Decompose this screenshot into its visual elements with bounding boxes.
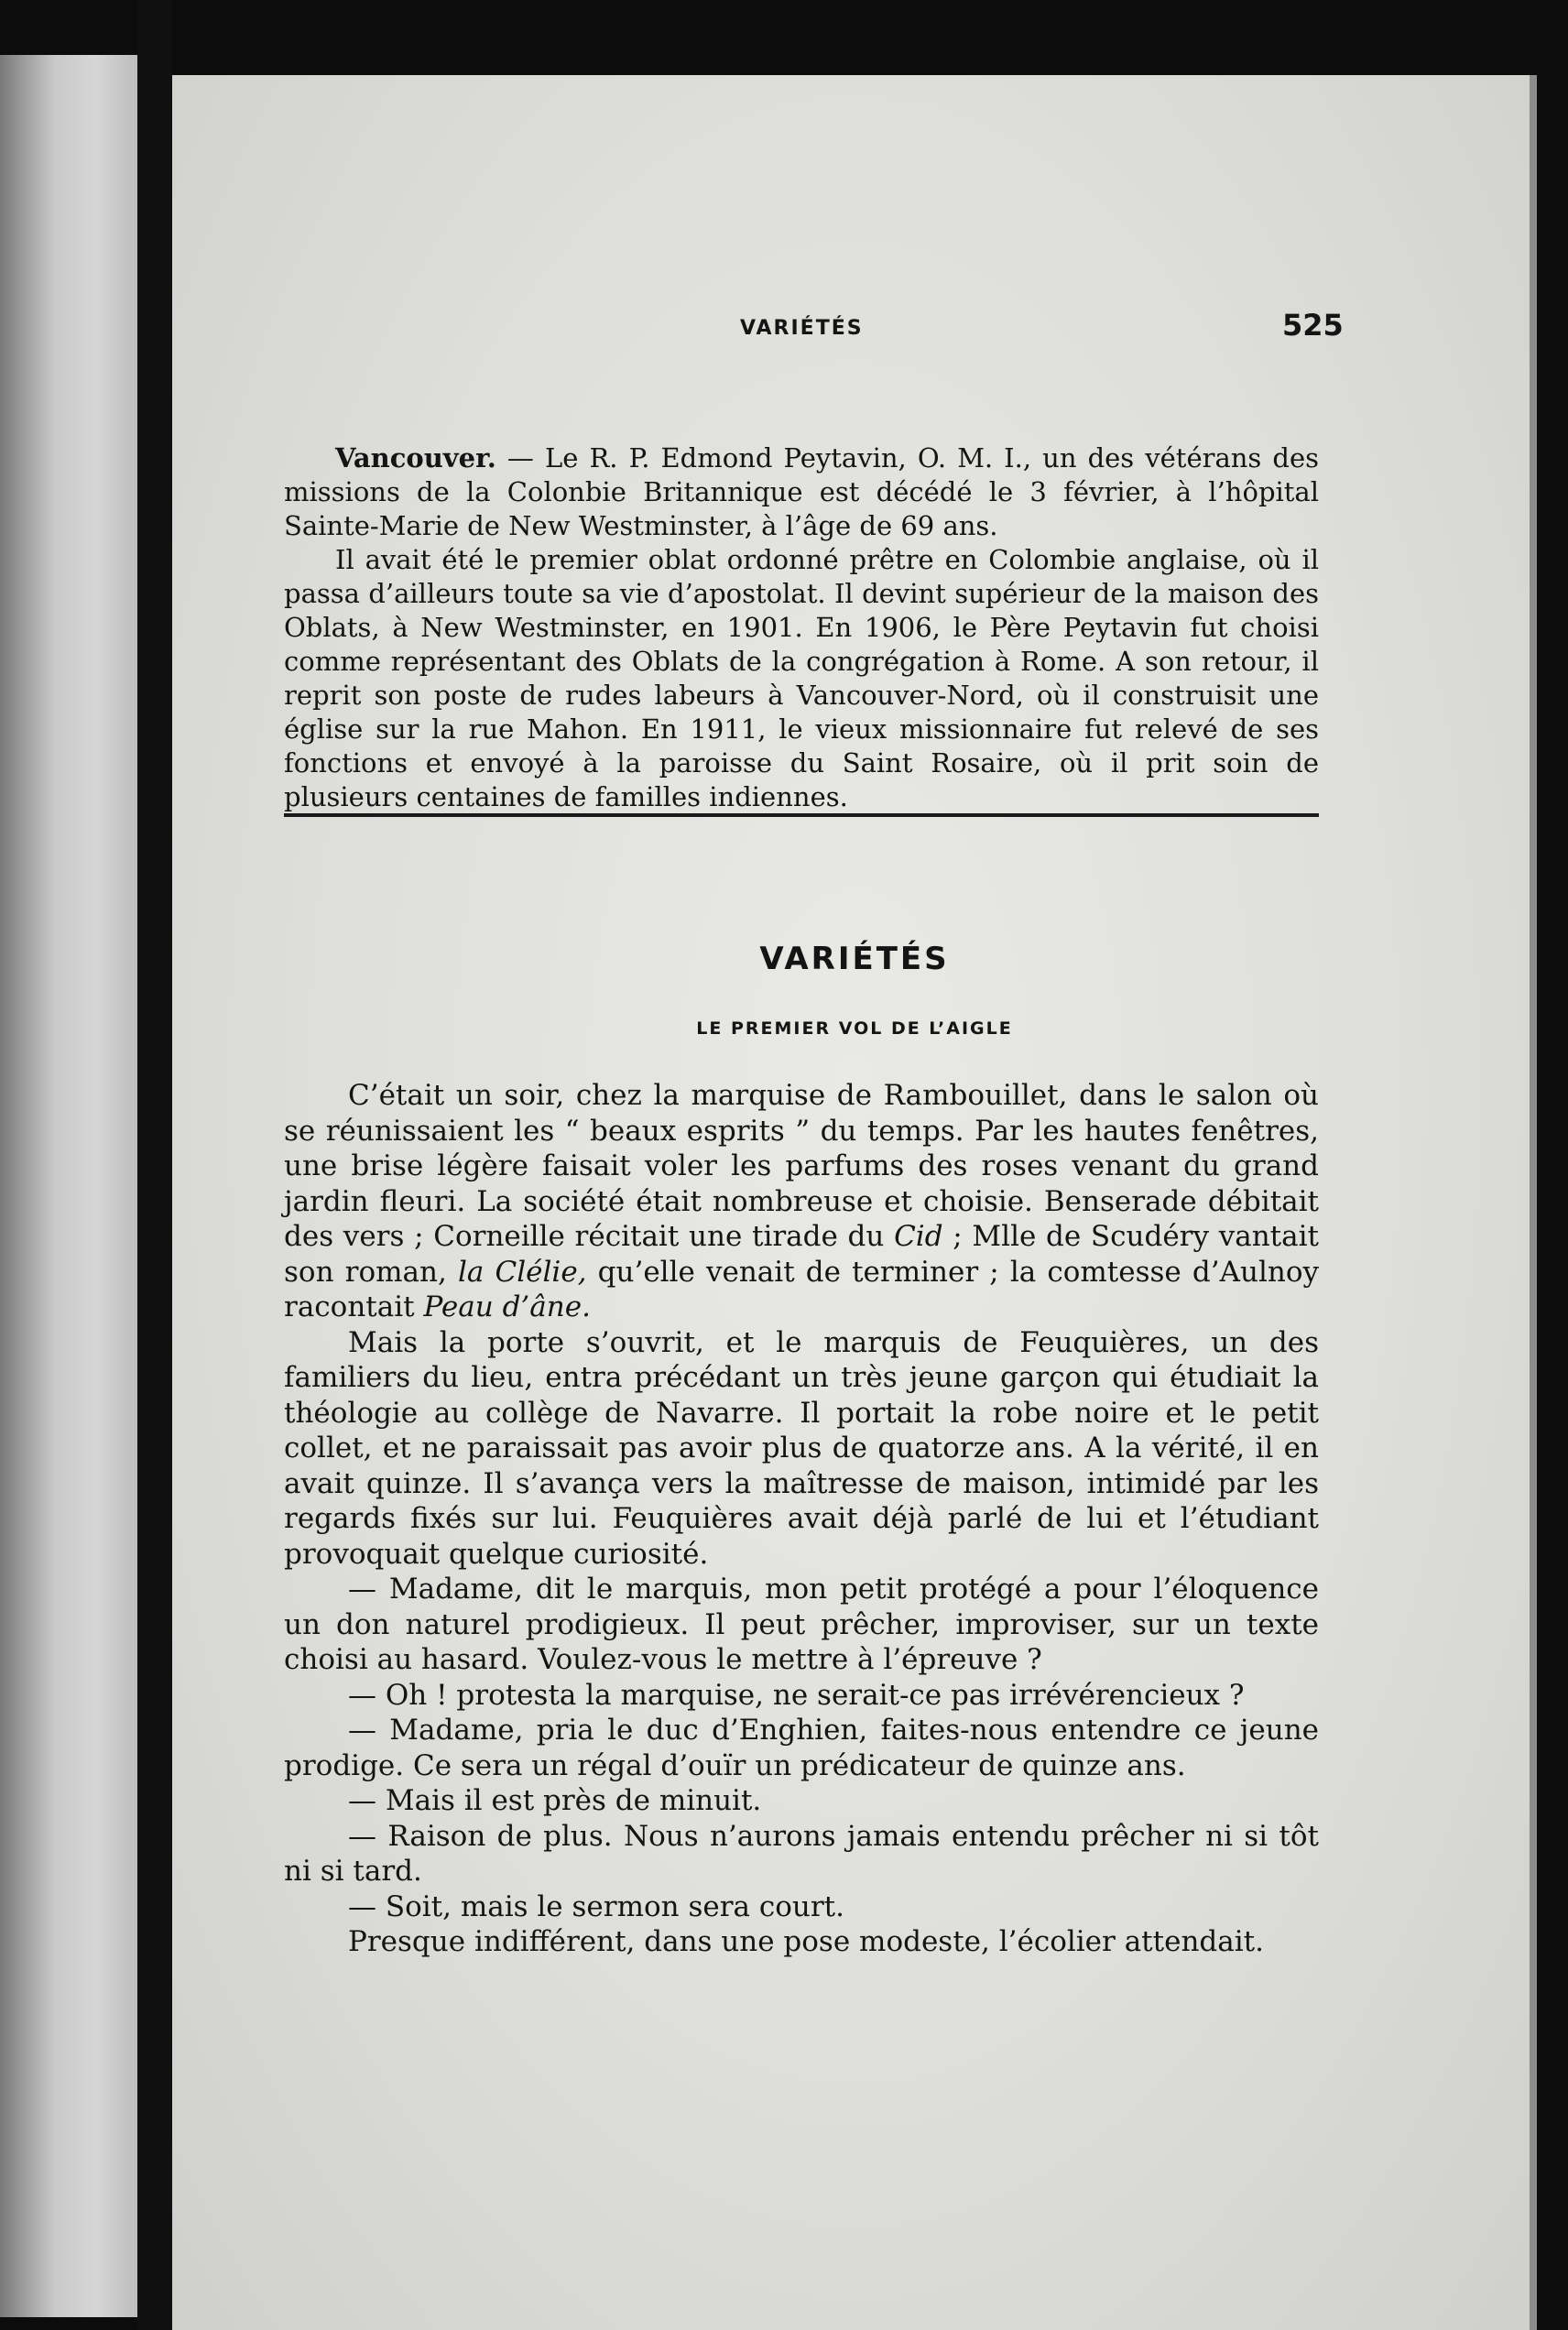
running-title: VARIÉTÉS xyxy=(740,317,864,340)
book-gutter xyxy=(137,0,172,2330)
work-title-peau-dane: Peau d’âne. xyxy=(423,1290,591,1323)
section-title: VARIÉTÉS xyxy=(759,941,950,977)
running-head xyxy=(172,295,1537,350)
story-paragraph-1 xyxy=(284,1078,1319,1325)
story-body xyxy=(284,1078,1319,1960)
story-text: C’était un soir, chez la marquise de Rambouillet, dans le salon où se réunissaient les “ beaux esprits ” du temps. Par les hautes fenêtres, une brise légère faisait voler les parfums des roses venant du grand jardin fleuri. La société était nombreuse et choisie. Benserade débitait des vers ; Corneille récitait une tirade du xyxy=(284,1079,1319,1253)
story-paragraph-2: Mais la porte s’ouvrit, et le marquis de Feuquières, un des familiers du lieu, entra précédant un très jeune garçon qui étudiait la théologie au collège de Navarre. Il portait la robe noire et le petit collet, et ne paraissait pas avoir plus de quatorze ans. A la vérité, il en avait quinze. Il s’avança vers la maîtresse de maison, intimidé par les regards fixés sur lui. Feuquières avait déjà parlé de lui et l’étudiant provoquait quelque curiosité. xyxy=(284,1325,1319,1571)
news-lead-place: Vancouver. xyxy=(335,442,496,474)
work-title-clelie: la Clélie, xyxy=(457,1255,587,1289)
story-text: qu’elle venait de terminer ; la comtesse d’Aulnoy racontait xyxy=(284,1255,1319,1323)
page-edge xyxy=(1530,75,1537,2330)
story-text: ; Mlle de Scudéry vantait son roman, xyxy=(284,1220,1319,1289)
news-item xyxy=(284,441,1319,814)
story-dialogue-4: — Mais il est près de minuit. xyxy=(348,1784,762,1817)
page-number: 525 xyxy=(1282,308,1344,343)
story-dialogue-5: — Raison de plus. Nous n’aurons jamais entendu prêcher ni si tôt ni si tard. xyxy=(284,1819,1319,1888)
work-title-cid: Cid xyxy=(894,1220,943,1253)
facing-page-edge xyxy=(0,55,137,2317)
book-page xyxy=(172,75,1537,2330)
section-divider xyxy=(284,813,1319,817)
news-paragraph-2: Il avait été le premier oblat ordonné prêtre en Colombie anglaise, où il passa d’ailleurs toute sa vie d’apostolat. Il devint supérieur de la maison des Oblats, à New Westminster, en 1901. En 1906, le Père Peytavin fut choisi comme représentant des Oblats de la congrégation à Rome. A son retour, il reprit son poste de rudes labeurs à Vancouver-Nord, où il construisit une église sur la rue Mahon. En 1911, le vieux missionnaire fut relevé de ses fonctions et envoyé à la paroisse du Saint Rosaire, où il prit soin de plusieurs centaines de familles indiennes. xyxy=(284,544,1319,812)
story-paragraph-3: Presque indifférent, dans une pose modeste, l’écolier attendait. xyxy=(348,1925,1264,1958)
news-paragraph-1 xyxy=(284,441,1319,543)
news-lead-text: — Le R. P. Edmond Peytavin, O. M. I., un des vétérans des missions de la Colonbie Britannique est décédé le 3 février, à l’hôpital Sainte-Marie de New Westminster, à l’âge de 69 ans. xyxy=(284,442,1319,541)
story-dialogue-6: — Soit, mais le sermon sera court. xyxy=(348,1889,844,1923)
story-dialogue-1: — Madame, dit le marquis, mon petit protégé a pour l’éloquence un don naturel prodigieux. Il peut prêcher, improviser, sur un texte choisi au hasard. Voulez-vous le mettre à l’épreuve ? xyxy=(284,1573,1319,1676)
story-dialogue-3: — Madame, pria le duc d’Enghien, faites-nous entendre ce jeune prodige. Ce sera un régal d’ouïr un prédicateur de quinze ans. xyxy=(284,1714,1319,1782)
story-dialogue-2: — Oh ! protesta la marquise, ne serait-ce pas irrévérencieux ? xyxy=(348,1678,1245,1712)
article-title: LE PREMIER VOL DE L’AIGLE xyxy=(696,1018,1013,1039)
